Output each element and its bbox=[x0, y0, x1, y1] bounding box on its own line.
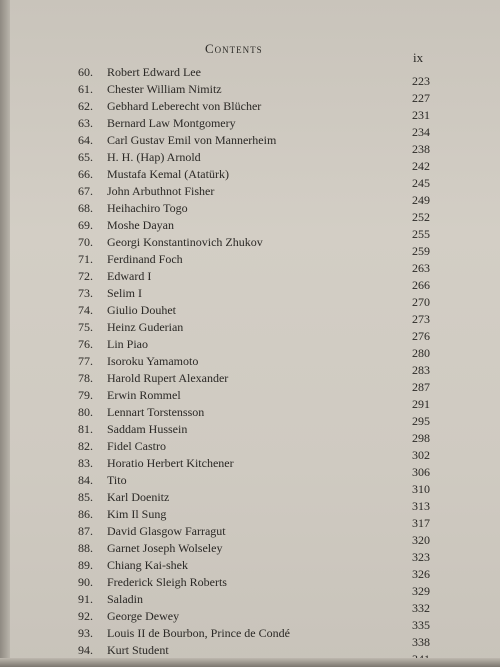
toc-entry-name: Carl Gustav Emil von Mannerheim bbox=[107, 133, 277, 147]
toc-entry-name: Robert Edward Lee bbox=[107, 65, 201, 79]
toc-entry-name: H. H. (Hap) Arnold bbox=[107, 150, 201, 164]
toc-entry-number: 79. bbox=[78, 388, 93, 402]
toc-entry-name: Kim Il Sung bbox=[107, 507, 167, 521]
toc-entry bbox=[78, 98, 348, 115]
toc-entry bbox=[78, 421, 348, 438]
toc-entry-name: Frederick Sleigh Roberts bbox=[107, 575, 227, 589]
toc-entry-name: Kurt Student bbox=[107, 643, 169, 657]
toc-entry-number: 77. bbox=[78, 354, 93, 368]
toc-entry-number: 62. bbox=[78, 99, 93, 113]
toc-entry-page: 310 bbox=[412, 482, 430, 496]
toc-entry-name: Bernard Law Montgomery bbox=[107, 116, 236, 130]
toc-entry-number: 69. bbox=[78, 218, 93, 232]
toc-entry-page: 280 bbox=[412, 346, 430, 360]
toc-entry-number: 71. bbox=[78, 252, 93, 266]
toc-entry-number: 76. bbox=[78, 337, 93, 351]
toc-entry-page: 283 bbox=[412, 363, 430, 377]
toc-entry bbox=[78, 132, 348, 149]
toc-entry-name: Ferdinand Foch bbox=[107, 252, 183, 266]
toc-entry-name: Georgi Konstantinovich Zhukov bbox=[107, 235, 263, 249]
toc-entry bbox=[78, 166, 348, 183]
toc-entry bbox=[78, 302, 348, 319]
toc-page-number-list bbox=[390, 73, 430, 667]
toc-entry-number: 66. bbox=[78, 167, 93, 181]
toc-entry-name: Heinz Guderian bbox=[107, 320, 184, 334]
page-bottom-edge bbox=[0, 658, 500, 667]
toc-entry-page: 245 bbox=[412, 176, 430, 190]
toc-entry-page: 338 bbox=[412, 635, 430, 649]
toc-entry-page: 317 bbox=[412, 516, 430, 530]
toc-entry-number: 85. bbox=[78, 490, 93, 504]
toc-entry bbox=[78, 438, 348, 455]
toc-entry-name: John Arbuthnot Fisher bbox=[107, 184, 215, 198]
toc-entry bbox=[78, 455, 348, 472]
toc-entry-name: George Dewey bbox=[107, 609, 180, 623]
toc-entry-name: Lin Piao bbox=[107, 337, 148, 351]
toc-entry-number: 88. bbox=[78, 541, 93, 555]
toc-entry-number: 75. bbox=[78, 320, 93, 334]
toc-entry-page: 263 bbox=[412, 261, 430, 275]
toc-entry bbox=[78, 387, 348, 404]
toc-entry-name: Louis II de Bourbon, Prince de Condé bbox=[107, 626, 290, 640]
toc-entry-page: 227 bbox=[412, 91, 430, 105]
toc-entry-list bbox=[78, 64, 348, 659]
toc-entry-page: 249 bbox=[412, 193, 430, 207]
toc-entry-number: 78. bbox=[78, 371, 93, 385]
toc-entry bbox=[78, 370, 348, 387]
toc-entry-number: 84. bbox=[78, 473, 93, 487]
toc-entry-page: 320 bbox=[412, 533, 430, 547]
toc-entry-name: Chester William Nimitz bbox=[107, 82, 222, 96]
toc-entry-name: Erwin Rommel bbox=[107, 388, 181, 402]
toc-entry-name: Heihachiro Togo bbox=[107, 201, 188, 215]
toc-entry-number: 82. bbox=[78, 439, 93, 453]
toc-entry-number: 60. bbox=[78, 65, 93, 79]
toc-entry bbox=[78, 557, 348, 574]
toc-entry bbox=[78, 319, 348, 336]
toc-entry-number: 80. bbox=[78, 405, 93, 419]
toc-entry bbox=[78, 64, 348, 81]
toc-entry-page: 238 bbox=[412, 142, 430, 156]
toc-entry-number: 91. bbox=[78, 592, 93, 606]
toc-entry bbox=[78, 625, 348, 642]
toc-entry-name: Chiang Kai-shek bbox=[107, 558, 188, 572]
toc-entry-page: 276 bbox=[412, 329, 430, 343]
toc-entry-page: 302 bbox=[412, 448, 430, 462]
toc-entry-page: 270 bbox=[412, 295, 430, 309]
toc-entry bbox=[78, 149, 348, 166]
toc-entry-number: 65. bbox=[78, 150, 93, 164]
toc-entry-page: 231 bbox=[412, 108, 430, 122]
toc-entry-number: 81. bbox=[78, 422, 93, 436]
toc-entry-number: 70. bbox=[78, 235, 93, 249]
toc-entry-number: 74. bbox=[78, 303, 93, 317]
toc-entry-name: David Glasgow Farragut bbox=[107, 524, 226, 538]
toc-entry bbox=[78, 472, 348, 489]
toc-entry bbox=[78, 608, 348, 625]
toc-entry-name: Fidel Castro bbox=[107, 439, 166, 453]
toc-entry bbox=[78, 81, 348, 98]
toc-entry-name: Selim I bbox=[107, 286, 142, 300]
toc-entry-name: Isoroku Yamamoto bbox=[107, 354, 199, 368]
toc-entry-page: 223 bbox=[412, 74, 430, 88]
toc-entry bbox=[78, 353, 348, 370]
toc-entry-page: 234 bbox=[412, 125, 430, 139]
toc-entry-number: 67. bbox=[78, 184, 93, 198]
book-gutter-shadow bbox=[0, 0, 10, 667]
toc-entry-page: 326 bbox=[412, 567, 430, 581]
toc-entry-name: Moshe Dayan bbox=[107, 218, 174, 232]
toc-entry-page: 259 bbox=[412, 244, 430, 258]
toc-entry-name: Saladin bbox=[107, 592, 143, 606]
toc-entry bbox=[78, 183, 348, 200]
toc-entry-name: Garnet Joseph Wolseley bbox=[107, 541, 223, 555]
toc-entry-name: Giulio Douhet bbox=[107, 303, 176, 317]
page-number: ix bbox=[413, 50, 424, 65]
toc-entry bbox=[78, 336, 348, 353]
toc-entry-name: Karl Doenitz bbox=[107, 490, 170, 504]
toc-entry-number: 64. bbox=[78, 133, 93, 147]
toc-entry-page: 298 bbox=[412, 431, 430, 445]
toc-entry bbox=[78, 489, 348, 506]
toc-entry bbox=[78, 285, 348, 302]
toc-entry bbox=[78, 540, 348, 557]
toc-entry bbox=[78, 200, 348, 217]
toc-entry-page: 242 bbox=[412, 159, 430, 173]
toc-entry bbox=[78, 217, 348, 234]
toc-entry bbox=[78, 642, 348, 659]
toc-entry-number: 92. bbox=[78, 609, 93, 623]
toc-entry-name: Harold Rupert Alexander bbox=[107, 371, 229, 385]
toc-entry-name: Saddam Hussein bbox=[107, 422, 188, 436]
toc-entry-page: 323 bbox=[412, 550, 430, 564]
contents-title: Contents bbox=[205, 41, 263, 56]
toc-entry bbox=[78, 574, 348, 591]
toc-entry-number: 61. bbox=[78, 82, 93, 96]
toc-entry-page: 335 bbox=[412, 618, 430, 632]
toc-entry-name: Horatio Herbert Kitchener bbox=[107, 456, 234, 470]
toc-entry-name: Mustafa Kemal (Atatürk) bbox=[107, 167, 229, 181]
toc-entry-page: 313 bbox=[412, 499, 430, 513]
toc-entry-page: 255 bbox=[412, 227, 430, 241]
toc-entry-number: 73. bbox=[78, 286, 93, 300]
toc-entry bbox=[78, 523, 348, 540]
toc-entry-number: 68. bbox=[78, 201, 93, 215]
toc-entry bbox=[78, 251, 348, 268]
toc-entry bbox=[78, 404, 348, 421]
toc-entry-number: 93. bbox=[78, 626, 93, 640]
toc-entry-page: 306 bbox=[412, 465, 430, 479]
toc-entry bbox=[78, 234, 348, 251]
toc-entry bbox=[78, 506, 348, 523]
toc-entry-page: 329 bbox=[412, 584, 430, 598]
toc-entry-number: 90. bbox=[78, 575, 93, 589]
toc-entry-name: Lennart Torstensson bbox=[107, 405, 205, 419]
toc-entry bbox=[78, 115, 348, 132]
toc-entry-page: 287 bbox=[412, 380, 430, 394]
toc-entry bbox=[78, 268, 348, 285]
toc-entry-number: 87. bbox=[78, 524, 93, 538]
toc-entry-number: 89. bbox=[78, 558, 93, 572]
toc-entry-number: 83. bbox=[78, 456, 93, 470]
toc-entry-page: 332 bbox=[412, 601, 430, 615]
toc-entry-number: 86. bbox=[78, 507, 93, 521]
toc-entry-page: 295 bbox=[412, 414, 430, 428]
toc-entry-number: 63. bbox=[78, 116, 93, 130]
toc-entry-number: 94. bbox=[78, 643, 93, 657]
toc-entry-page: 252 bbox=[412, 210, 430, 224]
toc-entry-number: 72. bbox=[78, 269, 93, 283]
toc-entry bbox=[78, 591, 348, 608]
toc-entry-name: Tito bbox=[107, 473, 127, 487]
toc-entry-name: Gebhard Leberecht von Blücher bbox=[107, 99, 262, 113]
toc-entry-page: 291 bbox=[412, 397, 430, 411]
toc-entry-page: 273 bbox=[412, 312, 430, 326]
toc-entry-name: Edward I bbox=[107, 269, 152, 283]
toc-entry-page: 266 bbox=[412, 278, 430, 292]
